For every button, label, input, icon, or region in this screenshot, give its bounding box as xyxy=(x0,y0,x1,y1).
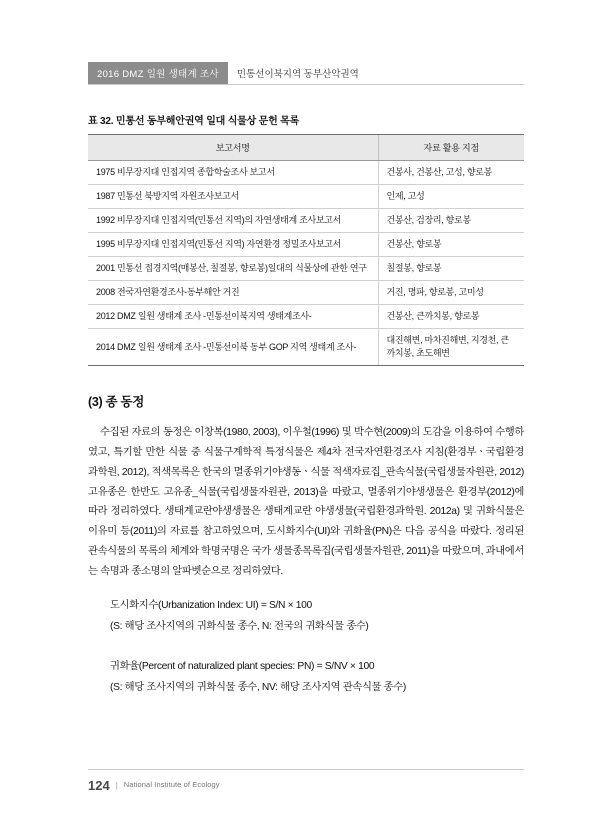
table-row xyxy=(88,281,524,305)
cell-sites: 칠절봉, 향로봉 xyxy=(378,257,524,281)
table-row xyxy=(88,209,524,233)
document-content xyxy=(88,112,524,698)
footer-divider xyxy=(88,769,524,770)
cell-report: 1975 비무장지대 인접지역 종합학술조사 보고서 xyxy=(88,161,378,185)
formula-naturalization-rate: 귀화율(Percent of naturalized plant species: PN) = S/NV × 100 xyxy=(110,660,375,672)
formula-naturalization-rate-note: (S: 해당 조사지역의 귀화식물 종수, NV: 해당 조사지역 관속식물 종수) xyxy=(110,682,406,694)
cell-sites: 건봉산, 향로봉 xyxy=(378,233,524,257)
header-subtitle: 민통선이북지역 동부산악권역 xyxy=(236,69,359,80)
cell-sites: 인제, 고성 xyxy=(378,185,524,209)
column-header-report: 보고서명 xyxy=(88,135,378,161)
footer-separator: | xyxy=(115,781,118,790)
cell-report: 2008 전국자연환경조사-동부해안 거진 xyxy=(88,281,378,305)
table-row xyxy=(88,305,524,329)
cell-report: 2014 DMZ 일원 생태계 조사 -민통선이북 동부 GOP 지역 생태계 조사- xyxy=(88,329,378,366)
table-row xyxy=(88,185,524,209)
table-caption: 표 32. 민통선 동부해안권역 일대 식물상 문헌 목록 xyxy=(88,116,300,127)
cell-sites: 건봉산, 큰까치봉, 향로봉 xyxy=(378,305,524,329)
page-number: 124 xyxy=(88,778,110,793)
header-divider xyxy=(88,84,524,85)
header-title-tab: 2016 DMZ 일원 생태계 조사 xyxy=(88,62,228,84)
footer-organization: National Institute of Ecology xyxy=(123,780,220,790)
cell-sites: 대진해변, 마차진해변, 지경천, 큰까치봉, 초도해변 xyxy=(378,329,524,366)
formula-urbanization-index-note: (S: 해당 조사지역의 귀화식물 종수, N: 전국의 귀화식물 종수) xyxy=(110,621,369,633)
table-row xyxy=(88,233,524,257)
formula-urbanization-index: 도시화지수(Urbanization Index: UI) = S/N × 100 xyxy=(110,599,312,611)
column-header-sites: 자료 활용 지점 xyxy=(378,135,524,161)
page-header xyxy=(0,62,612,84)
body-paragraph: 수집된 자료의 동정은 이창복(1980, 2003), 이우철(1996) 및 박수현(2009)의 도감을 이용하여 수행하였고, 특기할 만한 식물 중 식물구계학적 특정식물은 제4차 전국자연환경조사 지침(환경부ㆍ국립환경과학원, 2012), 적색목록은 한국의 멸종위기야생동ㆍ식물 적색자료집_관속식물(국립생물자원관, 2012) 고유종은 한반도 고유종_식물(국립생물자원관, 2013)을 따랐고, 멸종위기야생생물은 환경부(2012)에 따라 정리하였다. 생태계교란야생생물은 생태계교란 야생생물(국립환경과학원. 2012a) 및 귀화식물은 이유미 등(2011)의 자료를 참고하였으며, 도시화지수(UI)와 귀화율(PN)은 다음 공식을 따랐다. 정리된 관속식물의 목록의 체계와 학명국명은 국가 생물종목록집(국립생물자원관, 2011)을 따랐으며, 과내에서는 속명과 종소명의 알파벳순으로 정리하였다. xyxy=(88,427,524,577)
cell-sites: 건봉사, 건봉산, 고성, 향로봉 xyxy=(378,161,524,185)
cell-sites: 건봉산, 검장리, 향로봉 xyxy=(378,209,524,233)
cell-report: 1992 비무장지대 인접지역(민통선 지역)의 자연생태계 조사보고서 xyxy=(88,209,378,233)
cell-sites: 거진, 명파, 향로봉, 고미성 xyxy=(378,281,524,305)
table-row xyxy=(88,257,524,281)
cell-report: 2001 민통선 접경지역(매봉산, 칠절봉, 향로봉)일대의 식물상에 관한 연구 xyxy=(88,257,378,281)
cell-report: 1995 비무장지대 인접지역(민통선 지역) 자연환경 정밀조사보고서 xyxy=(88,233,378,257)
cell-report: 1987 민통선 북방지역 자원조사보고서 xyxy=(88,185,378,209)
cell-report: 2012 DMZ 일원 생태계 조사 -민통선이북지역 생태계조사- xyxy=(88,305,378,329)
table-header-row xyxy=(88,135,524,161)
page-footer xyxy=(88,779,524,792)
table-row xyxy=(88,329,524,366)
section-heading: (3) 종 동정 xyxy=(88,395,145,410)
reference-table xyxy=(88,134,524,366)
table-row xyxy=(88,161,524,185)
